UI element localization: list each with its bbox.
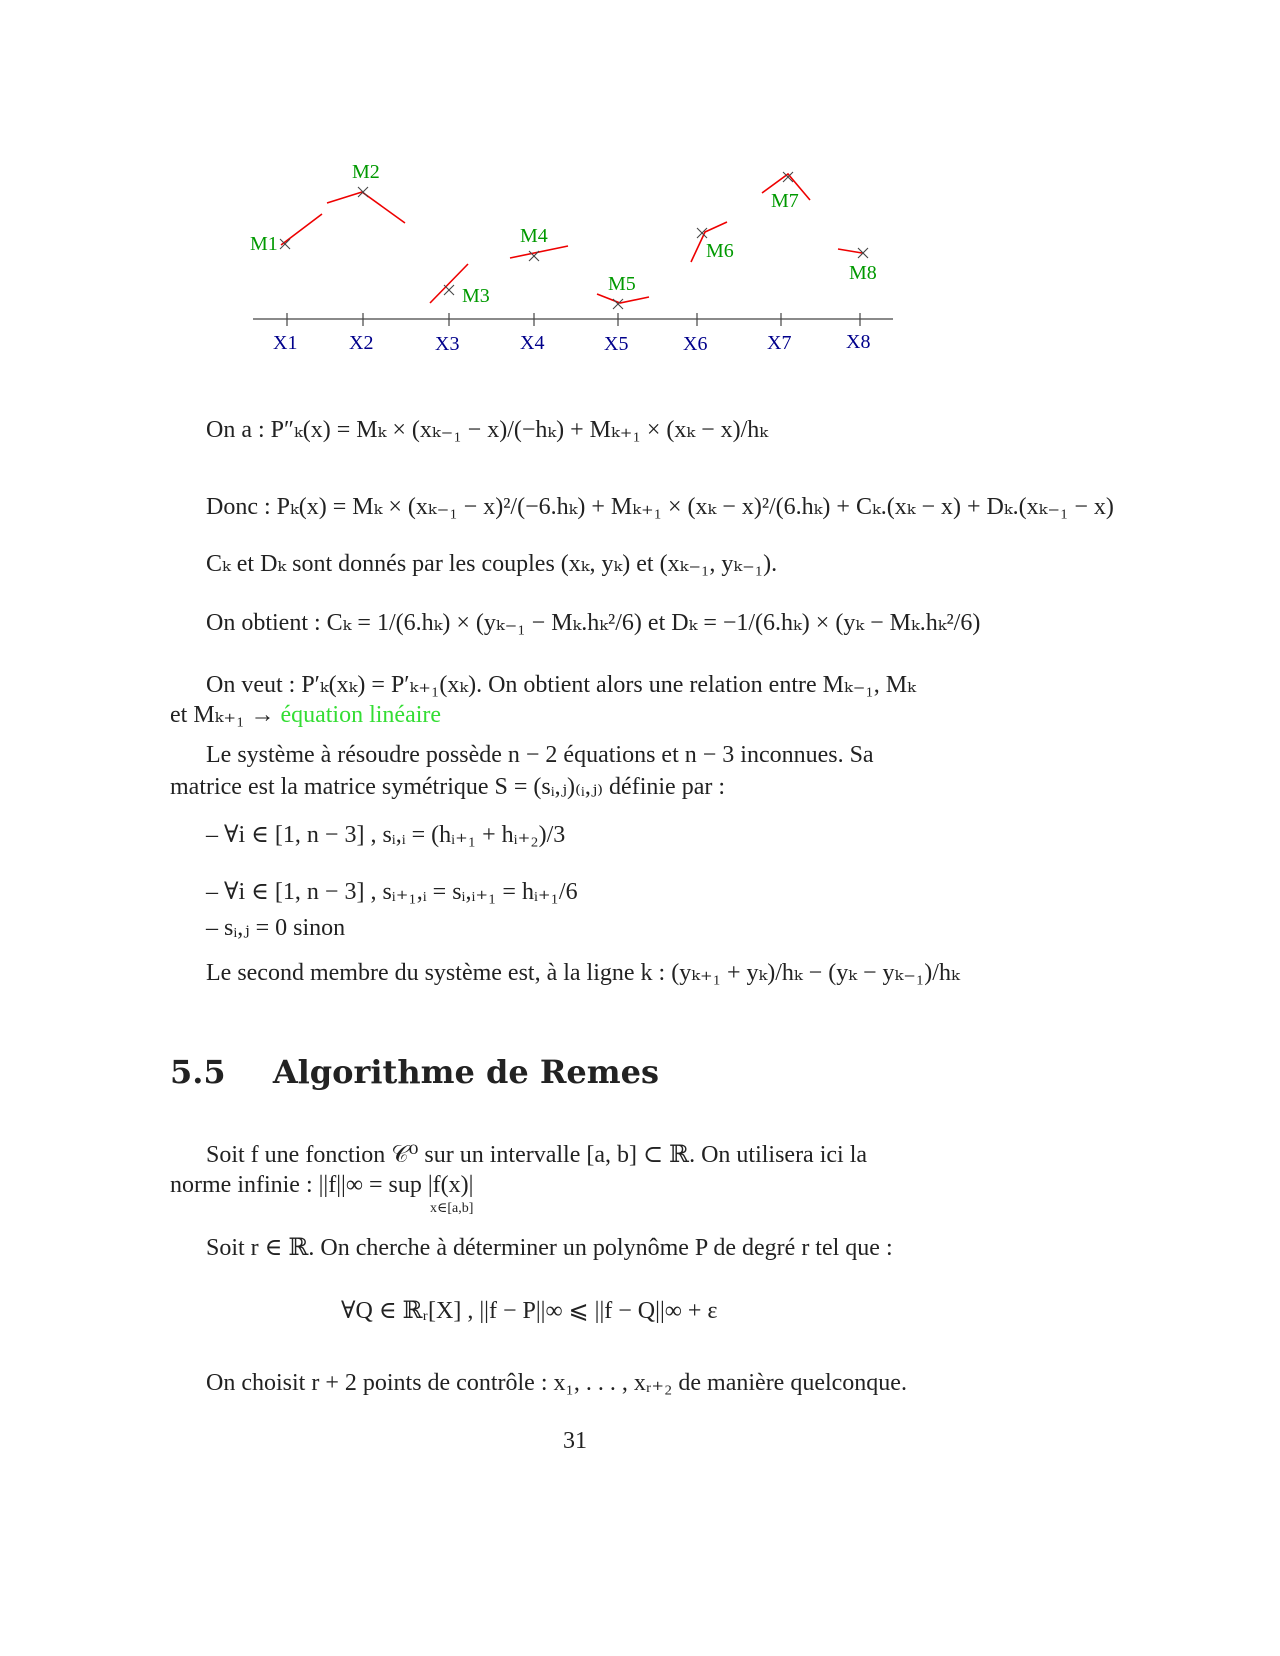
paragraph-derivative-continuity: On veut : P′ₖ(xₖ) = P′ₖ₊₁(xₖ). On obtient alors une relation entre Mₖ₋₁, Mₖ bbox=[206, 672, 916, 698]
bullet-zero: – sᵢ,ⱼ = 0 sinon bbox=[206, 915, 346, 941]
axis-label-x5: X5 bbox=[604, 333, 629, 355]
remes-paragraph-goal: Soit r ∈ ℝ. On cherche à déterminer un polynôme P de degré r tel que : bbox=[206, 1235, 893, 1261]
marker-m3 bbox=[444, 285, 454, 295]
section-number: 5.5 bbox=[170, 1053, 226, 1091]
remes-paragraph-control-points: On choisit r + 2 points de contrôle : x₁, . . . , xᵣ₊₂ de manière quelconque. bbox=[206, 1370, 907, 1396]
section-title: Algorithme de Remes bbox=[272, 1053, 659, 1091]
point-label-m4: M4 bbox=[520, 225, 548, 247]
paragraph-ck-dk: Cₖ et Dₖ sont donnés par les couples (xₖ, yₖ) et (xₖ₋₁, yₖ₋₁). bbox=[206, 551, 778, 577]
axis-label-x8: X8 bbox=[846, 331, 871, 353]
axis-label-x4: X4 bbox=[520, 332, 545, 354]
spline-figure bbox=[0, 0, 1280, 380]
remes-paragraph-line1: Soit f une fonction 𝒞⁰ sur un intervalle [a, b] ⊂ ℝ. On utilisera ici la bbox=[206, 1142, 868, 1168]
remes-paragraph-line2: norme infinie : ||f||∞ = sup |f(x)| bbox=[170, 1172, 474, 1198]
paragraph-system-line1: Le système à résoudre possède n − 2 équations et n − 3 inconnues. Sa bbox=[206, 742, 874, 768]
marker-m6 bbox=[697, 228, 707, 238]
paragraph-second-member: Le second membre du système est, à la ligne k : (yₖ₊₁ + yₖ)/hₖ − (yₖ − yₖ₋₁)/hₖ bbox=[206, 960, 960, 986]
paragraph-linear-equation bbox=[170, 700, 441, 729]
equation-second-derivative: On a : P″ₖ(x) = Mₖ × (xₖ₋₁ − x)/(−hₖ) + Mₖ₊₁ × (xₖ − x)/hₖ bbox=[206, 417, 769, 443]
remes-sup-subscript: x∈[a,b] bbox=[430, 1201, 474, 1216]
section-heading bbox=[170, 1053, 659, 1091]
linear-equation-highlight: équation linéaire bbox=[280, 702, 442, 728]
bullet-offdiagonal: – ∀i ∈ [1, n − 3] , sᵢ₊₁,ᵢ = sᵢ,ᵢ₊₁ = hᵢ₊₁/6 bbox=[206, 879, 578, 905]
remes-equation: ∀Q ∈ ℝᵣ[X] , ||f − P||∞ ⩽ ||f − Q||∞ + ε bbox=[341, 1298, 718, 1324]
point-label-m7: M7 bbox=[771, 190, 799, 212]
point-label-m5: M5 bbox=[608, 273, 636, 295]
linear-equation-lead: et Mₖ₊₁ → bbox=[170, 702, 275, 728]
paragraph-system-line2: matrice est la matrice symétrique S = (sᵢ,ⱼ)₍ᵢ,ⱼ₎ définie par : bbox=[170, 774, 725, 800]
point-label-m1: M1 bbox=[250, 233, 278, 255]
axis-label-x7: X7 bbox=[767, 332, 792, 354]
axis-label-x6: X6 bbox=[683, 333, 708, 355]
axis-label-x2: X2 bbox=[349, 332, 374, 354]
point-label-m8: M8 bbox=[849, 262, 877, 284]
page-number: 31 bbox=[563, 1428, 587, 1454]
axis-label-x3: X3 bbox=[435, 333, 460, 355]
marker-m5 bbox=[613, 299, 623, 309]
axis-label-x1: X1 bbox=[273, 332, 298, 354]
equation-pk: Donc : Pₖ(x) = Mₖ × (xₖ₋₁ − x)²/(−6.hₖ) + Mₖ₊₁ × (xₖ − x)²/(6.hₖ) + Cₖ.(xₖ − x) + Dₖ.(xₖ₋₁ − x) bbox=[206, 494, 1114, 520]
point-label-m3: M3 bbox=[462, 285, 490, 307]
point-label-m2: M2 bbox=[352, 161, 380, 183]
bullet-diagonal: – ∀i ∈ [1, n − 3] , sᵢ,ᵢ = (hᵢ₊₁ + hᵢ₊₂)/3 bbox=[206, 822, 566, 848]
point-label-m6: M6 bbox=[706, 240, 734, 262]
equation-ck-dk: On obtient : Cₖ = 1/(6.hₖ) × (yₖ₋₁ − Mₖ.hₖ²/6) et Dₖ = −1/(6.hₖ) × (yₖ − Mₖ.hₖ²/6) bbox=[206, 610, 981, 636]
